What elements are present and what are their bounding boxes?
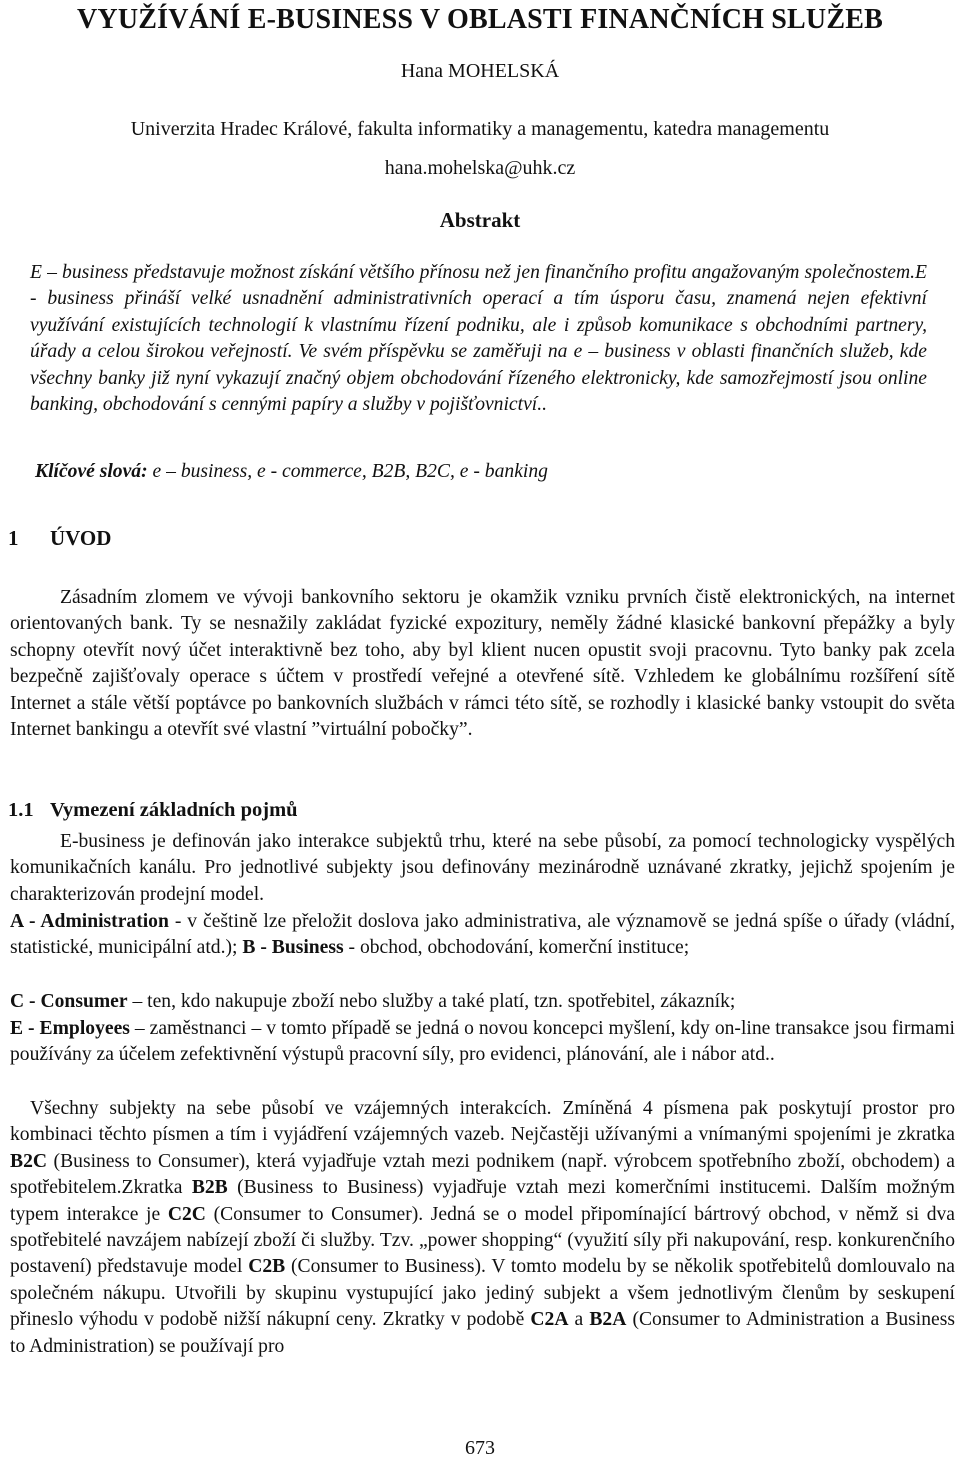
subsection-title: Vymezení základních pojmů	[50, 799, 298, 821]
paragraph-text: (Business to Business) vyjadřuje vztah mezi komerčními institucemi. Dalším možným typem interakce je	[10, 1177, 956, 1225]
paragraph-text: (Consumer to Administration a Business to Administration) se používají pro	[10, 1309, 955, 1357]
definition-e	[10, 1016, 955, 1069]
paragraph-text: (Consumer to Business). V tomto modelu by se několik spotřebitelů domlouvalo na společném nákupu. Utvořili by skupinu vystupující jako jediný subjekt a všem jednotlivým členům by seskupení přineslo výhodu v podobě nižší nákupní ceny. Zkratky v podobě	[10, 1256, 955, 1331]
paper-title: VYUŽÍVÁNÍ E-BUSINESS V OBLASTI FINANČNÍCH SLUŽEB	[76, 4, 883, 35]
interactions-paragraph	[10, 1096, 955, 1360]
subsection-number: 1.1	[8, 799, 34, 821]
term-business: B - Business	[242, 937, 344, 959]
paragraph-text: Všechny subjekty na sebe působí ve vzájemných interakcích. Zmíněná 4 písmena pak poskytují prostor pro kombinaci těchto písmen a tím i vyjádření vzájemných vazeb. Nejčastěji užívanými a vnímanými spojeními je zkratka	[10, 1098, 955, 1146]
definition-business: - obchod, obchodování, komerční instituce;	[343, 937, 690, 959]
abbr-b2c: B2C	[10, 1150, 48, 1172]
term-employees: E - Employees	[10, 1018, 130, 1039]
section-title: ÚVOD	[50, 526, 112, 550]
abstract-text: E – business představuje možnost získání většího přínosu než jen finančního profitu angažovaným společnostem.E - business přináší velké usnadnění administrativních operací a tím úsporu času, znamená nejen efektivní využívání existujících technologií k vlastnímu řízení podniku, ale i způsob komunikace s obchodními partnery, úřady a celou širokou veřejností. Ve svém příspěvku se zaměřuji na e – business v oblasti finančních služeb, kde všechny banky již nyní vykazují značný objem obchodování řízeného elektronicky, kde samozřejmostí jsou online banking, obchodování s cennými papíry a služby v pojišťovnictví..	[30, 262, 927, 416]
definition-a-b	[10, 909, 955, 962]
keywords-text: e – business, e - commerce, B2B, B2C, e - banking	[147, 461, 548, 482]
section-heading-uvod	[8, 526, 111, 551]
abbr-c2c: C2C	[167, 1203, 206, 1225]
paragraph-text: (Consumer to Consumer). Jedná se o model připomínající bártrový obchod, v němž si dva spotřebitelé navzájem nabízejí zboží či služby. Tzv. „power shopping“ (využití síly při nakupování, resp. konkurenčního postavení) představuje model	[10, 1203, 955, 1278]
abstract-heading: Abstrakt	[439, 208, 521, 232]
keywords	[35, 461, 548, 483]
page-number: 673	[465, 1437, 495, 1459]
abbr-b2a: B2A	[589, 1309, 627, 1331]
keywords-label: Klíčové slová:	[35, 461, 148, 482]
definition-c	[10, 989, 955, 1015]
definition-consumer: – ten, kdo nakupuje zboží nebo služby a také platí, tzn. spotřebitel, zákazník;	[127, 991, 736, 1012]
definition-intro-paragraph: E-business je definován jako interakce subjektů trhu, které na sebe působí, za pomocí technologicky vyspělých komunikačních kanálu. Pro jednotlivé subjekty jsou definovány mezinárodně uznávané zkratky, jejichž spojením je charakterizován prodejní model.	[10, 831, 955, 905]
affiliation: Univerzita Hradec Králové, fakulta informatiky a managementu, katedra managementu	[130, 118, 830, 140]
author-email: hana.mohelska@uhk.cz	[384, 157, 576, 179]
subsection-heading	[8, 799, 298, 822]
author-name: Hana MOHELSKÁ	[400, 60, 560, 82]
section-number: 1	[8, 526, 19, 550]
paragraph-text: a	[568, 1309, 590, 1331]
intro-paragraph: Zásadním zlomem ve vývoji bankovního sektoru je okamžik vzniku prvních čistě elektronických, na internet orientovaných bank. Ty se nesnažily zakládat fyzické expozitury, neměly žádné klasické bankovní přepážky a byly schopny otevřít nový účet interaktivně bez toho, aby byl klient nucen opustit svoji pracovnu. Tyto banky pak zcela bezpečně zajišťovaly operace s účtem v prostředí veřejné a otevřené sítě. Vzhledem ke globálnímu rozšíření sítě Internet a stále větší poptávce po bankovních službách v rámci této sítě, se rozhodly i klasické banky vstoupit do světa Internet bankingu a otevřít své vlastní ”virtuální pobočky”.	[10, 587, 955, 741]
definition-administration: - v češtině lze přeložit doslova jako administrativa, ale významově se jedná spíše o úřady (vládní, statistické, municipální atd.);	[10, 911, 955, 959]
abbr-c2b: C2B	[248, 1256, 286, 1278]
term-consumer: C - Consumer	[10, 991, 128, 1012]
definition-employees: – zaměstnanci – v tomto případě se jedná o novou koncepci myšlení, kdy on-line transakce jsou firmami používány za účelem zefektivnění výstupů pracovní síly, pro evidenci, plánování, ale i nábor atd..	[10, 1018, 955, 1066]
paragraph-text: (Business to Consumer), která vyjadřuje vztah mezi podnikem (např. výrobcem spotřebního zboží, obchodem) a spotřebitelem.Zkratka	[10, 1150, 955, 1199]
abbr-b2b: B2B	[191, 1177, 228, 1199]
term-administration: A - Administration	[10, 911, 169, 932]
abbr-c2a: C2A	[530, 1309, 569, 1331]
